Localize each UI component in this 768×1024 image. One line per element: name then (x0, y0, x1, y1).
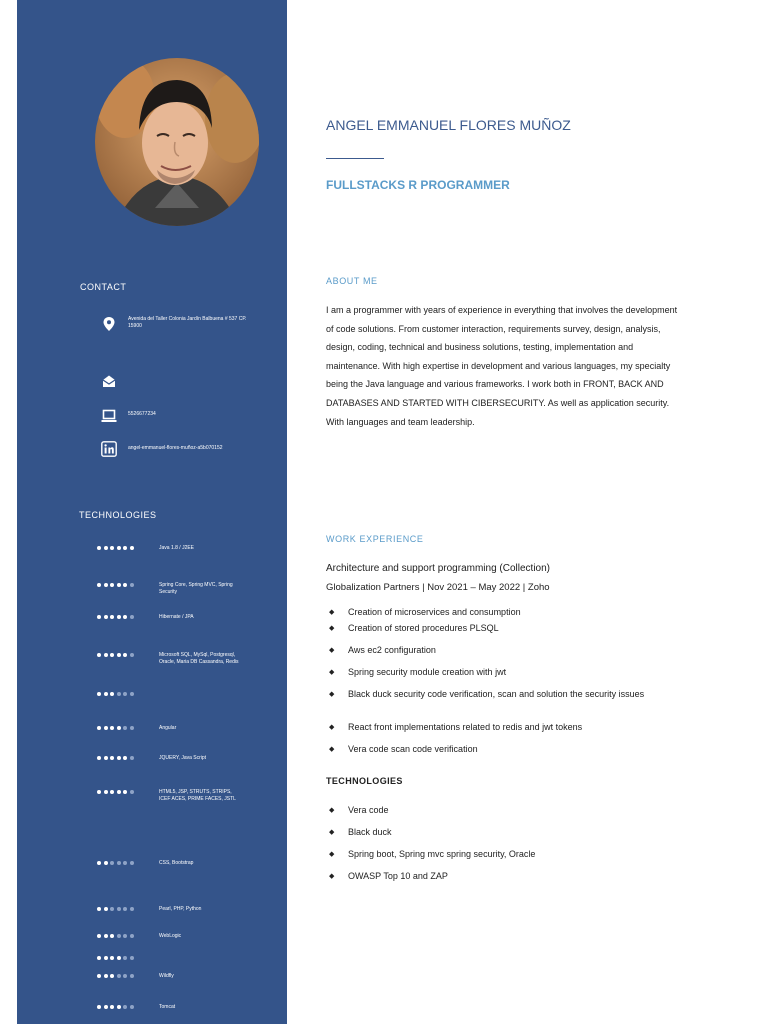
skill-dot-empty (130, 615, 134, 619)
bullet-item (329, 827, 392, 838)
contact-address-text: Avenida del Taller Colonia Jardín Balbuena # 537 CP. 15900 (128, 316, 247, 329)
skill-level-dots (97, 955, 159, 960)
profile-photo (95, 58, 259, 226)
technology-item (97, 691, 239, 696)
skill-dot-filled (97, 546, 101, 550)
bullet-item (329, 849, 535, 860)
skill-dot-filled (110, 546, 114, 550)
bullet-text: Black duck (348, 827, 392, 837)
skill-dot-filled (110, 974, 114, 978)
skill-dot-empty (130, 583, 134, 587)
contact-linkedin-text[interactable]: angel-emmanuel-flores-muñoz-a5b070152 (128, 445, 223, 451)
diamond-bullet-icon: ◆ (329, 669, 335, 676)
diamond-bullet-icon: ◆ (329, 746, 335, 753)
bullet-text: OWASP Top 10 and ZAP (348, 871, 448, 881)
skill-dot-empty (130, 861, 134, 865)
skill-dot-empty (123, 726, 127, 730)
skill-dot-empty (117, 974, 121, 978)
skill-dot-filled (104, 615, 108, 619)
diamond-bullet-icon: ◆ (329, 609, 335, 616)
technologies-heading: TECHNOLOGIES (79, 510, 157, 520)
technology-item (97, 652, 239, 665)
skill-dot-filled (97, 934, 101, 938)
skill-dot-empty (123, 692, 127, 696)
diamond-bullet-icon: ◆ (329, 807, 335, 814)
skill-dot-filled (123, 583, 127, 587)
technology-item (97, 614, 239, 621)
skill-dot-filled (97, 692, 101, 696)
work-experience-heading: WORK EXPERIENCE (326, 534, 424, 544)
skill-dot-empty (123, 934, 127, 938)
technology-label: Spring Core, Spring MVC, Spring Security (159, 582, 233, 595)
skill-dot-filled (97, 756, 101, 760)
skill-dot-filled (110, 1005, 114, 1009)
skill-level-dots (97, 789, 159, 794)
skill-dot-filled (97, 974, 101, 978)
skill-dot-filled (110, 583, 114, 587)
skill-dot-filled (117, 583, 121, 587)
skill-level-dots (97, 725, 159, 730)
bullet-text: Aws ec2 configuration (348, 645, 436, 655)
skill-dot-empty (123, 974, 127, 978)
skill-dot-filled (104, 546, 108, 550)
skill-dot-filled (110, 756, 114, 760)
technology-item (97, 973, 239, 980)
skill-dot-filled (117, 1005, 121, 1009)
skill-dot-empty (130, 1005, 134, 1009)
bullet-item (329, 722, 582, 733)
job-title: FULLSTACKS R PROGRAMMER (326, 178, 510, 192)
skill-dot-filled (123, 615, 127, 619)
skill-dot-empty (130, 756, 134, 760)
skill-dot-empty (123, 956, 127, 960)
bullet-item (329, 645, 436, 656)
bullet-text: Creation of stored procedures PLSQL (348, 623, 499, 633)
technology-label: JQUERY, Java Script (159, 755, 207, 761)
skill-dot-filled (123, 790, 127, 794)
skill-dot-empty (130, 790, 134, 794)
skill-dot-filled (110, 692, 114, 696)
skill-dot-filled (117, 726, 121, 730)
envelope-open-icon (101, 373, 117, 389)
diamond-bullet-icon: ◆ (329, 829, 335, 836)
skill-dot-filled (123, 546, 127, 550)
skill-dot-filled (104, 1005, 108, 1009)
technology-item (97, 933, 239, 940)
technology-label: CSS, Bootstrap (159, 860, 194, 866)
skill-level-dots (97, 545, 159, 550)
skill-dot-empty (130, 956, 134, 960)
bullet-item (329, 871, 448, 882)
contact-phone (101, 408, 248, 424)
technology-label: Java 1.8 / J2EE (159, 545, 195, 551)
skill-dot-filled (97, 907, 101, 911)
bullet-item (329, 689, 644, 700)
skill-level-dots (97, 1004, 159, 1009)
skill-dot-filled (110, 615, 114, 619)
skill-dot-empty (130, 934, 134, 938)
skill-dot-empty (130, 692, 134, 696)
technology-label: Microsoft SQL, MySql, Postgresql, Oracle, Maria DB Cassandra, Redis (159, 652, 239, 665)
candidate-name: ANGEL EMMANUEL FLORES MUÑOZ (326, 117, 571, 133)
diamond-bullet-icon: ◆ (329, 851, 335, 858)
skill-dot-filled (117, 756, 121, 760)
skill-dot-filled (104, 974, 108, 978)
skill-dot-empty (130, 974, 134, 978)
skill-dot-filled (123, 653, 127, 657)
skill-dot-empty (117, 861, 121, 865)
linkedin-icon (101, 441, 117, 457)
bullet-text: Vera code scan code verification (348, 744, 478, 754)
technology-item (97, 725, 239, 732)
skill-dot-filled (97, 615, 101, 619)
bullet-text: Spring boot, Spring mvc spring security, Oracle (348, 849, 536, 859)
skill-dot-filled (104, 653, 108, 657)
name-divider (326, 158, 384, 159)
skill-dot-filled (130, 546, 134, 550)
skill-dot-empty (130, 726, 134, 730)
skill-dot-filled (97, 956, 101, 960)
skill-level-dots (97, 755, 159, 760)
contact-email[interactable] (101, 373, 248, 389)
contact-address (101, 316, 248, 332)
skill-dot-empty (123, 861, 127, 865)
laptop-icon (101, 408, 117, 424)
contact-phone-text: 5526677234 (128, 411, 156, 417)
bullet-text: Spring security module creation with jwt (348, 667, 507, 677)
technology-item (97, 582, 239, 595)
skill-dot-filled (104, 692, 108, 696)
diamond-bullet-icon: ◆ (329, 625, 335, 632)
technology-label: HTML5, JSP, STRUTS, STRIPS, ICEF ACES, PRIME FACES, JSTL (159, 789, 236, 802)
skill-dot-filled (104, 790, 108, 794)
skill-dot-filled (104, 956, 108, 960)
skill-dot-filled (117, 790, 121, 794)
technology-label: Angular (159, 725, 177, 731)
skill-dot-filled (104, 756, 108, 760)
skill-dot-filled (117, 615, 121, 619)
bullet-text: React front implementations related to redis and jwt tokens (348, 722, 583, 732)
skill-dot-filled (117, 956, 121, 960)
skill-dot-filled (104, 907, 108, 911)
bullet-item (329, 805, 389, 816)
diamond-bullet-icon: ◆ (329, 724, 335, 731)
skill-dot-empty (123, 1005, 127, 1009)
technology-label: Wildfly (159, 973, 174, 979)
skill-dot-filled (117, 653, 121, 657)
bullet-text: Creation of microservices and consumption (348, 607, 521, 617)
skill-dot-empty (130, 907, 134, 911)
skill-dot-empty (117, 907, 121, 911)
skill-level-dots (97, 582, 159, 587)
skill-dot-filled (110, 956, 114, 960)
skill-dot-empty (110, 861, 114, 865)
skill-dot-filled (97, 1005, 101, 1009)
technology-item (97, 789, 239, 802)
bullet-item (329, 744, 478, 755)
about-text: I am a programmer with years of experience in everything that involves the development of code solutions. From customer interaction, requirements survey, design, analysis, design, coding, technical and business solutions, testing, implementation and maintenance. With high expertise in development and various languages, my specialty being the Java language and various frameworks. I work both in FRONT, BACK AND DATABASES AND STARTED WITH CIBERSECURITY. As well as application security. With languages and team leadership. (326, 305, 678, 427)
skill-dot-filled (110, 653, 114, 657)
technology-item (97, 906, 239, 913)
sidebar (17, 0, 287, 1024)
technology-label: Pearl, PHP, Python (159, 906, 202, 912)
bullet-text: Black duck security code verification, scan and solution the security issues (348, 689, 645, 699)
technology-item (97, 755, 239, 762)
technology-label: WebLogic (159, 933, 182, 939)
job-company-line: Globalization Partners | Nov 2021 – May 2022 | Zoho (326, 582, 550, 593)
skill-dot-filled (104, 934, 108, 938)
skill-level-dots (97, 906, 159, 911)
skill-level-dots (97, 860, 159, 865)
diamond-bullet-icon: ◆ (329, 873, 335, 880)
contact-heading: CONTACT (80, 282, 127, 292)
skill-dot-filled (97, 653, 101, 657)
experience-technologies-heading: TECHNOLOGIES (326, 776, 403, 786)
skill-dot-empty (117, 934, 121, 938)
location-pin-icon (101, 316, 117, 332)
skill-dot-empty (110, 907, 114, 911)
skill-dot-filled (97, 726, 101, 730)
skill-level-dots (97, 933, 159, 938)
skill-dot-filled (104, 861, 108, 865)
skill-dot-empty (123, 907, 127, 911)
skill-level-dots (97, 973, 159, 978)
bullet-text: Vera code (348, 805, 389, 815)
technology-item (97, 545, 239, 552)
skill-dot-empty (117, 692, 121, 696)
skill-dot-filled (117, 546, 121, 550)
skill-dot-filled (110, 726, 114, 730)
diamond-bullet-icon: ◆ (329, 691, 335, 698)
bullet-item (329, 623, 499, 634)
skill-dot-filled (110, 934, 114, 938)
bullet-item (329, 667, 506, 678)
contact-linkedin[interactable] (101, 441, 248, 457)
skill-dot-filled (110, 790, 114, 794)
skill-dot-empty (130, 653, 134, 657)
technology-label: Tomcat (159, 1004, 176, 1010)
skill-dot-filled (97, 861, 101, 865)
technology-item (97, 860, 239, 867)
about-heading: ABOUT ME (326, 276, 378, 286)
skill-level-dots (97, 652, 159, 657)
skill-dot-filled (104, 726, 108, 730)
job-role: Architecture and support programming (Collection) (326, 563, 550, 574)
skill-dot-filled (97, 790, 101, 794)
diamond-bullet-icon: ◆ (329, 647, 335, 654)
skill-level-dots (97, 614, 159, 619)
skill-dot-filled (123, 756, 127, 760)
skill-level-dots (97, 691, 159, 696)
technology-item (97, 955, 239, 960)
skill-dot-filled (97, 583, 101, 587)
bullet-item (329, 607, 521, 618)
technology-label: Hibernate / JPA (159, 614, 194, 620)
skill-dot-filled (104, 583, 108, 587)
technology-item (97, 1004, 239, 1011)
